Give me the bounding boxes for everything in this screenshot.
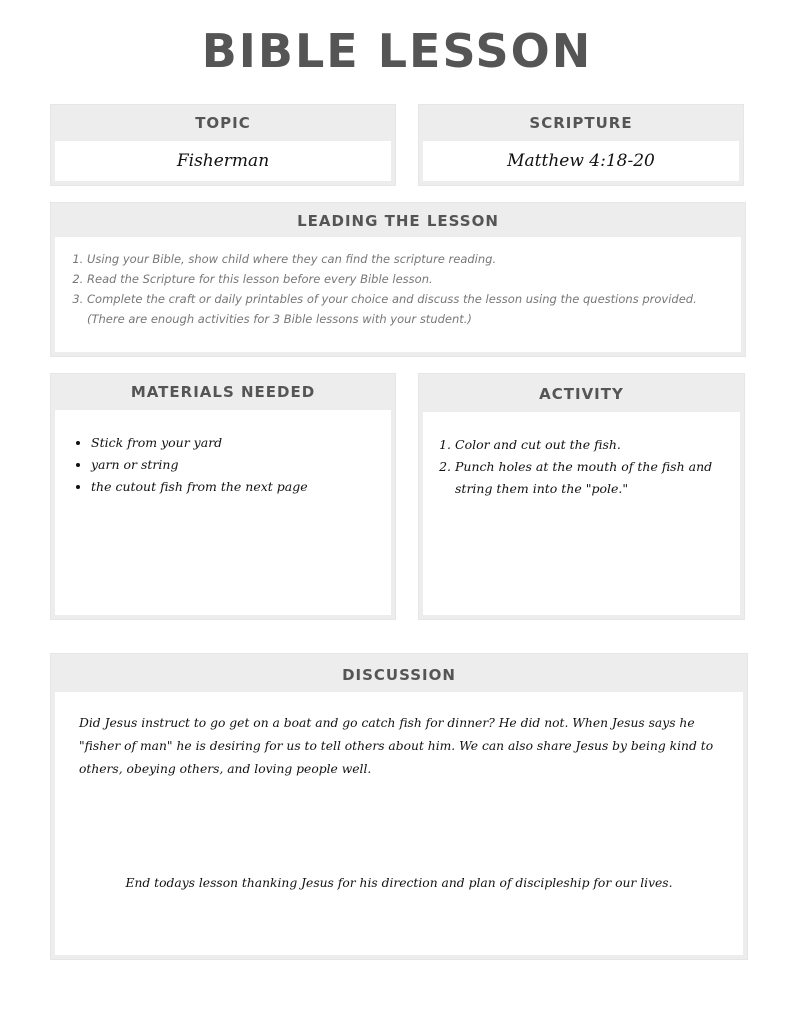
activity-list [423,412,740,500]
topic-box [50,104,396,186]
activity-content [423,412,740,615]
topic-content [55,141,391,181]
discussion-box [50,653,748,960]
materials-item: • Stick from your yard [91,432,379,454]
leading-item: 2. Read the Scripture for this lesson before every Bible lesson. [87,269,721,289]
leading-item: 3. Complete the craft or daily printables of your choice and discuss the lesson using the questions provided. (There are enough activities for 3 Bible lessons with your student.) [87,289,721,329]
activity-header: ACTIVITY [539,385,624,403]
topic-value: Fisherman [176,151,270,171]
discussion-text: Did Jesus instruct to go get on a boat and go catch fish for dinner? He did not. When Jesus says he "fisher of man" he is desiring for us to tell others about him. We can also share Jesus by being kind to others, obeying others, and loving people well. [79,716,714,776]
materials-header: MATERIALS NEEDED [130,383,316,401]
leading-header: LEADING THE LESSON [297,212,499,230]
leading-list [55,237,741,329]
topic-header: TOPIC [195,114,251,132]
materials-box [50,373,396,620]
scripture-value: Matthew 4:18-20 [507,151,655,171]
materials-item: • the cutout fish from the next page [91,476,379,498]
activity-item: 1. Color and cut out the fish. [455,434,724,456]
discussion-content [55,692,743,955]
materials-content [55,410,391,615]
leading-box [50,202,746,357]
leading-item: 1. Using your Bible, show child where they can find the scripture reading. [87,249,721,269]
activity-box [418,373,745,620]
materials-item: • yarn or string [91,454,379,476]
discussion-closing: End todays lesson thanking Jesus for his direction and plan of discipleship for our lives. [125,876,673,890]
leading-content [55,237,741,352]
scripture-box [418,104,744,186]
scripture-content [423,141,739,181]
page-title: BIBLE LESSON [201,24,593,78]
discussion-header: DISCUSSION [342,666,456,684]
activity-item: 2. Punch holes at the mouth of the fish and string them into the "pole." [455,456,724,500]
scripture-header: SCRIPTURE [529,114,633,132]
materials-list [55,410,391,498]
